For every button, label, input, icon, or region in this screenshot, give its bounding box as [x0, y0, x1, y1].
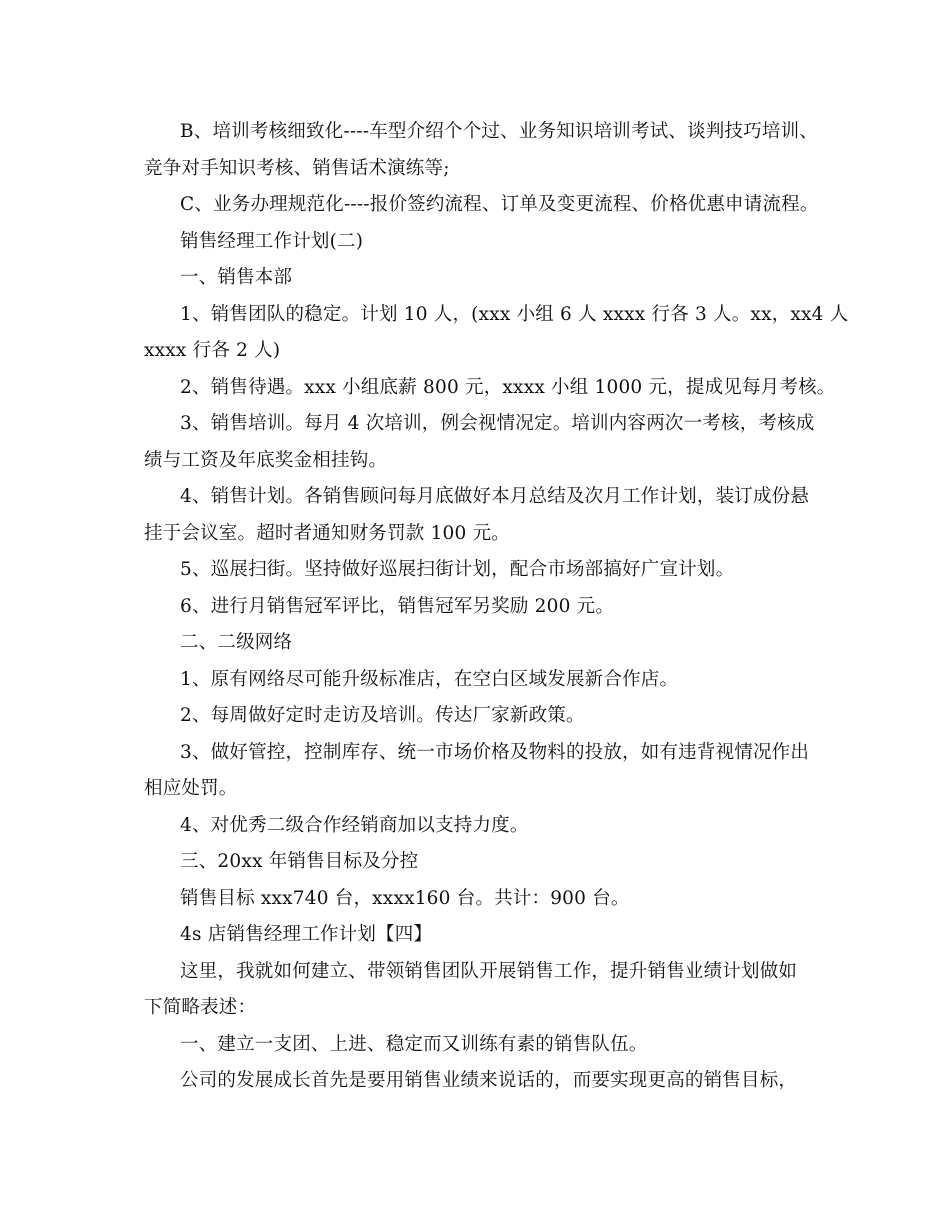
paragraph-line: 4、销售计划。各销售顾问每月底做好本月总结及次月工作计划，装订成份悬: [180, 486, 810, 507]
document-body: [144, 114, 849, 1100]
paragraph-line: 3、销售培训。每月 4 次培训，例会视情况定。培训内容两次一考核，考核成: [180, 413, 815, 434]
paragraph-line: 1、原有网络尽可能升级标准店，在空白区域发展新合作店。: [180, 668, 679, 690]
paragraph-line: 挂于会议室。超时者通知财务罚款 100 元。: [144, 522, 510, 544]
section-heading: 销售经理工作计划(二): [180, 230, 364, 252]
paragraph-line: 2、每周做好定时走访及培训。传达厂家新政策。: [180, 705, 585, 726]
paragraph-line: C、业务办理规范化----报价签约流程、订单及变更流程、价格优惠申请流程。: [180, 194, 819, 215]
paragraph-line: xxxx 行各 2 人): [144, 340, 281, 361]
paragraph-line: 公司的发展成长首先是要用销售业绩来说话的，而要实现更高的销售目标，: [180, 1070, 798, 1091]
paragraph-line: 3、做好管控，控制库存、统一市场价格及物料的投放，如有违背视情况作出: [180, 741, 810, 763]
section-heading: 二、二级网络: [180, 632, 293, 653]
paragraph-line: 绩与工资及年底奖金相挂钩。: [144, 449, 388, 471]
paragraph-line: 5、巡展扫街。坚持做好巡展扫街计划，配合市场部搞好广宣计划。: [180, 559, 735, 580]
section-heading: 一、销售本部: [180, 267, 293, 288]
paragraph-line: 2、销售待遇。xxx 小组底薪 800 元，xxxx 小组 1000 元，提成见每月考核。: [180, 376, 836, 398]
paragraph-line: 相应处罚。: [144, 778, 238, 799]
section-heading: 一、建立一支团、上进、稳定而又训练有素的销售队伍。: [180, 1033, 648, 1055]
paragraph-line: B、培训考核细致化----车型介绍个个过、业务知识培训考试、谈判技巧培训、: [180, 121, 819, 142]
paragraph-line: 4、对优秀二级合作经销商加以支持力度。: [180, 814, 529, 836]
section-heading: 三、20xx 年销售目标及分控: [180, 851, 419, 872]
paragraph-line: 这里，我就如何建立、带领销售团队开展销售工作，提升销售业绩计划做如: [180, 960, 798, 982]
paragraph-line: 下简略表述：: [144, 997, 257, 1018]
paragraph-line: 6、进行月销售冠军评比，销售冠军另奖励 200 元。: [180, 595, 615, 617]
section-heading: 4s 店销售经理工作计划【四】: [180, 924, 433, 945]
paragraph-line: 竞争对手知识考核、销售话术演练等;: [144, 157, 450, 179]
paragraph-line: 1、销售团队的稳定。计划 10 人，(xxx 小组 6 人 xxxx 行各 3 人。xx，xx4 人: [180, 303, 849, 325]
paragraph-line: 销售目标 xxx740 台，xxxx160 台。共计：900 台。: [180, 887, 630, 909]
